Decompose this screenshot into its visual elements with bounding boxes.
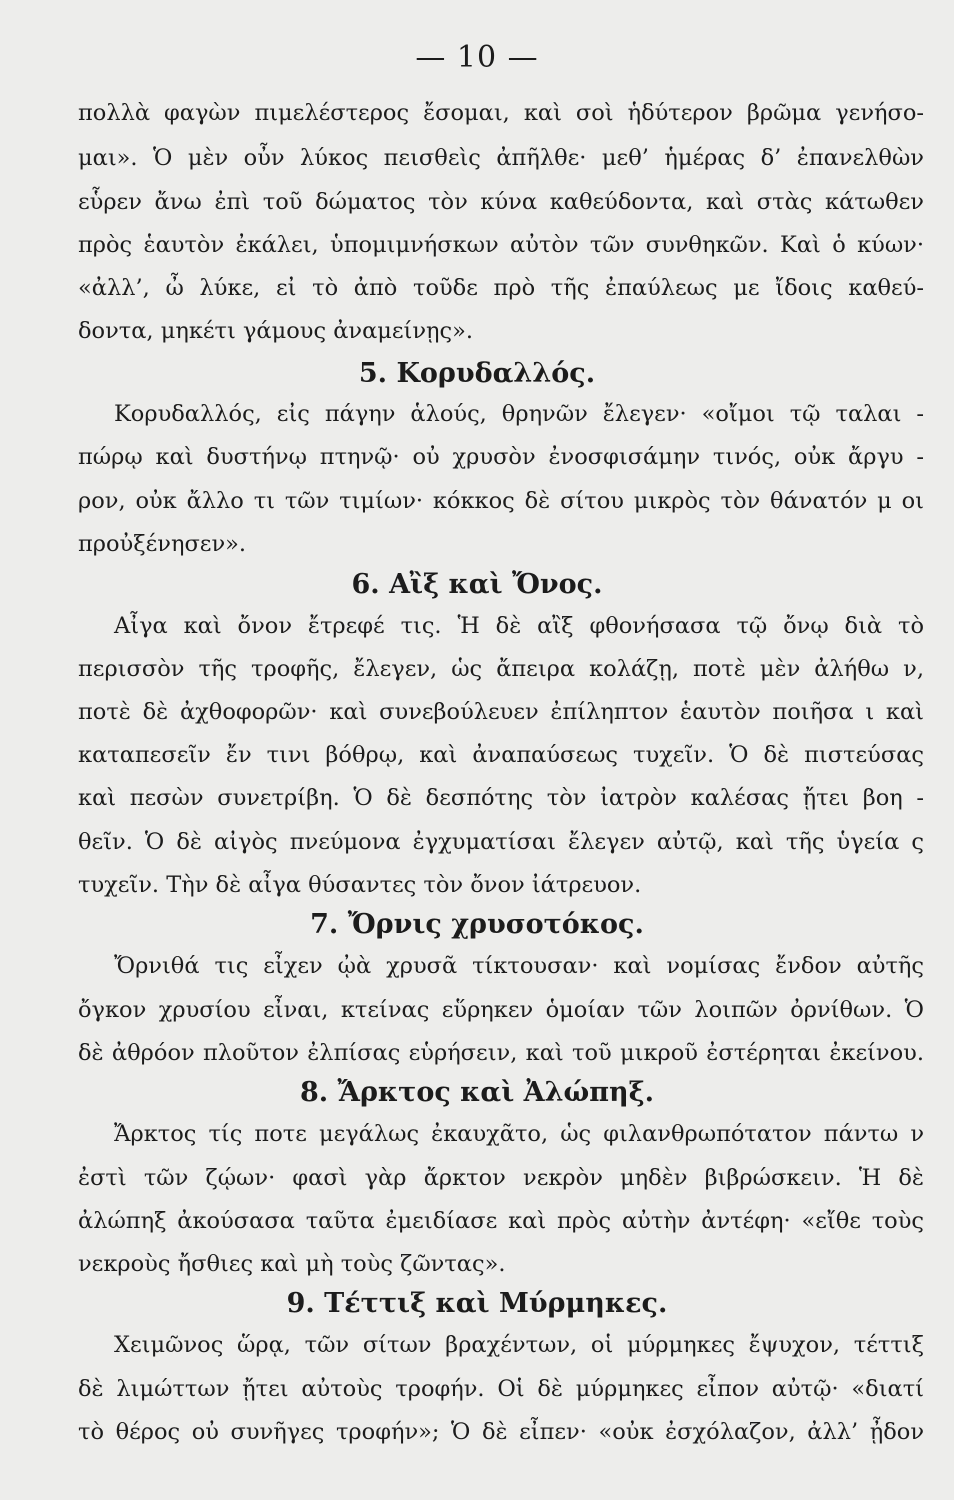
page-number: — 10 — — [415, 40, 539, 75]
text-line: πρὸς ἑαυτὸν ἐκάλει, ὑπομιμνήσκων αὐτὸν τῶν συνθηκῶν. Καὶ ὁ κύων· — [78, 232, 924, 258]
text-line: ποτὲ δὲ ἀχθοφορῶν· καὶ συνεβούλευεν ἐπίληπτον ἑαυτὸν ποιῆσα ι καὶ — [78, 699, 924, 725]
text-line: νεκροὺς ἤσθιες καὶ μὴ τοὺς ζῶντας». — [78, 1251, 506, 1277]
text-line: θεῖν. Ὁ δὲ αἰγὸς πνεύμονα ἐγχυματίσαι ἔλεγεν αὐτῷ, καὶ τῆς ὑγεία ς — [78, 829, 924, 855]
fable-heading-7: 7. Ὄρνις χρυσοτόκος. — [310, 909, 644, 940]
text-line: δὲ ἀθρόον πλοῦτον ἐλπίσας εὑρήσειν, καὶ τοῦ μικροῦ ἐστέρηται ἐκείνου. — [78, 1040, 924, 1066]
text-line: καὶ πεσὼν συνετρίβη. Ὁ δὲ δεσπότης τὸν ἰατρὸν καλέσας ᾔτει βοη - — [78, 785, 924, 811]
text-line: τὸ θέρος οὐ συνῆγες τροφήν»; Ὁ δὲ εἶπεν· «οὐκ ἐσχόλαζον, ἀλλ’ ᾖδον — [78, 1419, 924, 1445]
fable-heading-9: 9. Τέττιξ καὶ Μύρμηκες. — [286, 1288, 668, 1319]
text-line: Ὄρνιθά τις εἶχεν ᾠὰ χρυσᾶ τίκτουσαν· καὶ νομίσας ἔνδον αὐτῆς — [114, 953, 924, 979]
text-line: δοντα, μηκέτι γάμους ἀναμείνῃς». — [78, 318, 474, 344]
text-line: «ἀλλ’, ὦ λύκε, εἰ τὸ ἀπὸ τοῦδε πρὸ τῆς ἐπαύλεως με ἴδοις καθεύ- — [78, 275, 924, 301]
text-line: Ἄρκτος τίς ποτε μεγάλως ἐκαυχᾶτο, ὡς φιλανθρωπότατον πάντω ν — [114, 1121, 924, 1147]
text-line: Κορυδαλλός, εἰς πάγην ἁλούς, θρηνῶν ἔλεγεν· «οἴμοι τῷ ταλαι - — [114, 401, 924, 427]
text-line: Χειμῶνος ὥρᾳ, τῶν σίτων βραχέντων, οἱ μύρμηκες ἔψυχον, τέττιξ — [114, 1332, 924, 1358]
fable-heading-5: 5. Κορυδαλλός. — [358, 358, 596, 389]
text-line: πώρῳ καὶ δυστήνῳ πτηνῷ· οὐ χρυσὸν ἐνοσφισάμην τινός, οὐκ ἄργυ - — [78, 444, 924, 470]
text-line: περισσὸν τῆς τροφῆς, ἔλεγεν, ὡς ἄπειρα κολάζῃ, ποτὲ μὲν ἀλήθω ν, — [78, 656, 924, 682]
text-line: τυχεῖν. Τὴν δὲ αἶγα θύσαντες τὸν ὄνον ἰάτρευον. — [78, 872, 642, 898]
text-line: Αἶγα καὶ ὄνον ἔτρεφέ τις. Ἡ δὲ αἲξ φθονήσασα τῷ ὄνῳ διὰ τὸ — [114, 613, 924, 639]
text-line: προὐξένησεν». — [78, 531, 247, 557]
text-line: εὗρεν ἄνω ἐπὶ τοῦ δώματος τὸν κύνα καθεύδοντα, καὶ στὰς κάτωθεν — [78, 189, 924, 215]
text-line: ἐστὶ τῶν ζῴων· φασὶ γὰρ ἄρκτον νεκρὸν μηδὲν βιβρώσκειν. Ἡ δὲ — [78, 1165, 924, 1191]
fable-heading-8: 8. Ἄρκτος καὶ Ἀλώπηξ. — [299, 1077, 655, 1108]
text-line: καταπεσεῖν ἔν τινι βόθρῳ, καὶ ἀναπαύσεως τυχεῖν. Ὁ δὲ πιστεύσας — [78, 742, 924, 768]
fable-heading-6: 6. Αἲξ καὶ Ὄνος. — [351, 569, 603, 600]
text-line: ἀλώπηξ ἀκούσασα ταῦτα ἐμειδίασε καὶ πρὸς αὐτὴν ἀντέφη· «εἴθε τοὺς — [78, 1208, 924, 1234]
text-line: ρον, οὐκ ἄλλο τι τῶν τιμίων· κόκκος δὲ σίτου μικρὸς τὸν θάνατόν μ οι — [78, 488, 924, 514]
text-line: μαι». Ὁ μὲν οὖν λύκος πεισθεὶς ἀπῆλθε· μεθ’ ἡμέρας δ’ ἐπανελθὼν — [78, 145, 924, 171]
text-line: δὲ λιμώττων ᾔτει αὐτοὺς τροφήν. Οἱ δὲ μύρμηκες εἶπον αὐτῷ· «διατί — [78, 1376, 924, 1402]
text-line: πολλὰ φαγὼν πιμελέστερος ἔσομαι, καὶ σοὶ ἡδύτερον βρῶμα γενήσο- — [78, 100, 924, 126]
text-line: ὄγκον χρυσίου εἶναι, κτείνας εὕρηκεν ὁμοίαν τῶν λοιπῶν ὀρνίθων. Ὁ — [78, 997, 924, 1023]
